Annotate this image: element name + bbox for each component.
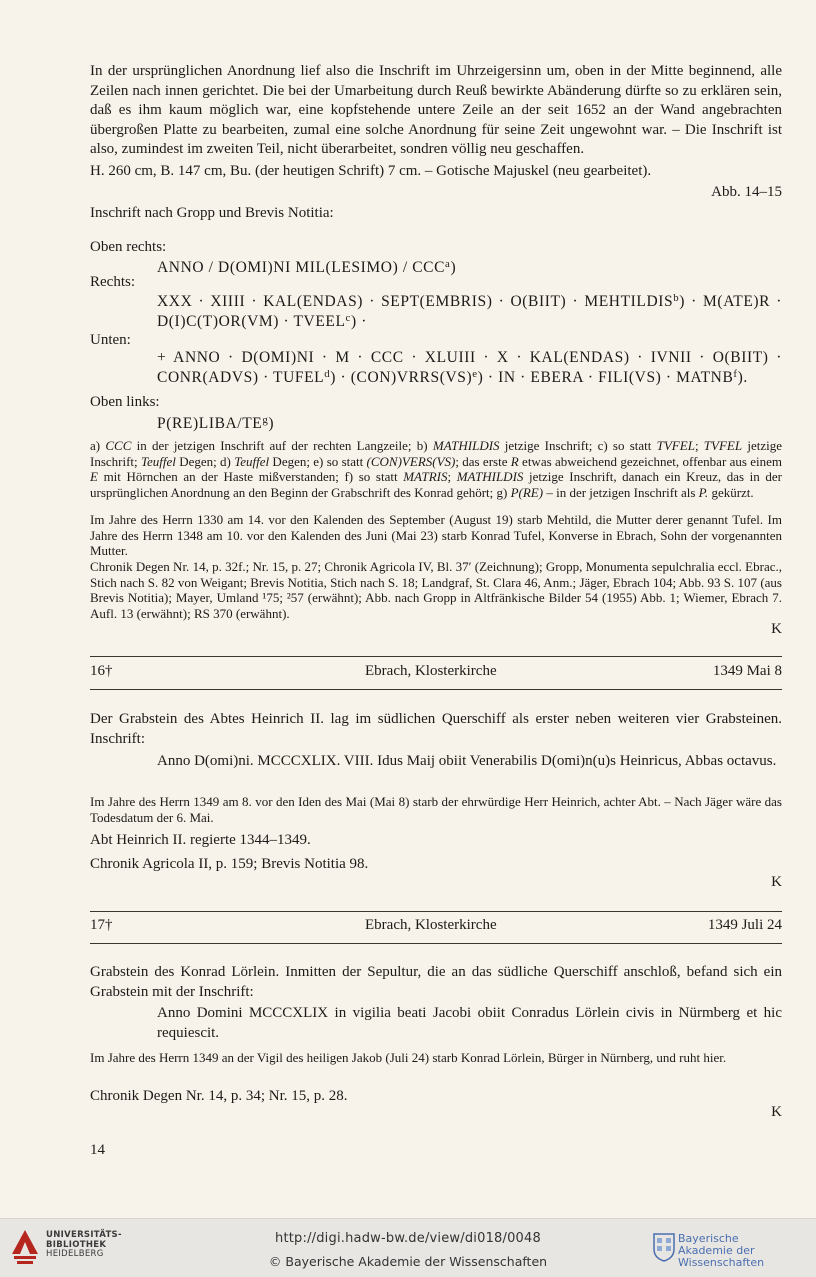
- entry-place: Ebrach, Klosterkirche: [365, 917, 497, 933]
- intro-paragraph: In der ursprünglichen Anordnung lief also die Inschrift im Uhrzeigersinn um, oben in der Mitte beginnend, alle Zeilen nach innen gerichtet. Die bei der Umarbeitung durch Reuß bewirkte Abänderung dürfte so zu erklären sein, daß es ihm kaum möglich war, eine kopfstehende untere Zeile an der seit 1652 an der Wand angebrachten übergroßen Platte zu bearbeiten, zumal eine solche Anordnung für seine Zeit ungewohnt war. – Die Inschrift ist also, zumindest im zweiten Teil, nicht überarbeitet, sondren völlig neu geschaffen.: [90, 63, 782, 157]
- divider-bottom-17: [90, 943, 782, 944]
- oben-rechts-label: Oben rechts:: [90, 239, 167, 255]
- translation-entry-15: Im Jahre des Herrn 1330 am 14. vor den Kalenden des September (August 19) starb Mehtild, die Mutter derer genannt Tufel. Im Jahre des Herrn 1348 am 10. vor den Kalenden des Juni (Mai 23) starb Konrad Tufel, Konverse in Ebrach, Sohn der vorgenannten Mutter.: [90, 512, 782, 559]
- entry-16-reign: Abt Heinrich II. regierte 1344–1349.: [90, 832, 311, 848]
- entry-17-translation: Im Jahre des Herrn 1349 an der Vigil des heiligen Jakob (Juli 24) starb Konrad Lörlein, Bürger in Nürnberg, und ruht hier.: [90, 1050, 727, 1065]
- entry-number: 16†: [90, 663, 113, 679]
- entry-date: 1349 Juli 24: [707, 917, 782, 933]
- author-mark: K: [771, 874, 782, 890]
- entry-17-inscription: Anno Domini MCCCXLIX in vigilia beati Jacobi obiit Conradus Lörlein civis in Nürmberg et hic requiescit.: [157, 1005, 782, 1041]
- inscription-oben-rechts: ANNO / D(OMI)NI MIL(LESIMO) / CCC$^a$): [157, 258, 457, 276]
- inscription-unten: + ANNO · D(OMI)NI · M · CCC · XLUIII · X · KAL(ENDAS) · IVNII · O(BIIT) · CONR(ADVS) · $TUFEL^d$) · (CON)VRRS(VS)$^e$) · IN · EBERA · FILI(VS) · $MATNB^f$).: [157, 349, 782, 386]
- entry-16-bibliography: Chronik Agricola II, p. 159; Brevis Notitia 98.: [90, 856, 369, 872]
- divider-top-16: [90, 656, 782, 657]
- rechts-label: Rechts:: [90, 274, 135, 290]
- inscription-oben-links: $P(RE)LIBA/TE^g$): [157, 414, 275, 432]
- university-library-name[interactable]: UNIVERSITÄTS- BIBLIOTHEK HEIDELBERG: [46, 1230, 122, 1259]
- entry-date: 1349 Mai 8: [712, 663, 782, 679]
- copyright-notice: © Bayerische Akademie der Wissenschaften: [268, 1254, 548, 1269]
- entry-16-heading: [90, 663, 782, 683]
- entry-number: 17†: [90, 917, 113, 933]
- inscription-rechts: XXX · XIIII · KAL(ENDAS) · SEPT(EMBRIS) · O(BIIT) · $MEHTILDIS^b) \cdot M(ATE)R \cdot D(I)C(T)OR(VM)$ · $TVEEL^c$) ·: [157, 292, 782, 330]
- academy-crest-icon[interactable]: [652, 1231, 676, 1263]
- unten-label: Unten:: [90, 332, 131, 348]
- entry-place: Ebrach, Klosterkirche: [365, 663, 497, 679]
- author-mark: K: [771, 1104, 782, 1120]
- source-heading: Inschrift nach Gropp und Brevis Notitia:: [90, 205, 334, 221]
- bibliography-entry-15: Chronik Degen Nr. 14, p. 32f.; Nr. 15, p. 27; Chronik Agricola IV, Bl. 37′ (Zeichnung); Gropp, Monumenta sepulchralia eccl. Ebrac., Stich nach S. 82 von Weigant; Brevis Notitia, Stich nach S. 18; Landgraf, St. Clara 46, Anm.; Jäger, Ebrach 104; Abb. 93 S. 107 (aus Brevis Notitia); Mayer, Umland ¹75; ²57 (erwähnt); Abb. nach Gropp in Altfränkische Bilder 54 (1955) Abb. 1; Wiemer, Ebrach 7. Aufl. 13 (erwähnt); RS 370 (erwähnt).: [90, 559, 782, 622]
- entry-16-inscription: Anno D(omi)ni. MCCCXLIX. VIII. Idus Maij obiit Venerabilis D(omi)n(u)s Heinricus, Abbas octavus.: [157, 753, 777, 769]
- viewer-footer: [0, 1218, 816, 1277]
- figure-reference: Abb. 14–15: [711, 184, 782, 200]
- entry-17-heading: [90, 917, 782, 937]
- dimensions-line: H. 260 cm, B. 147 cm, Bu. (der heutigen Schrift) 7 cm. – Gotische Majuskel (neu gearbeitet).: [90, 163, 652, 179]
- permalink-url[interactable]: http://digi.hadw-bw.de/view/di018/0048: [275, 1231, 541, 1246]
- divider-bottom-16: [90, 689, 782, 690]
- divider-top-17: [90, 911, 782, 912]
- entry-17-bibliography: Chronik Degen Nr. 14, p. 34; Nr. 15, p. 28.: [90, 1088, 348, 1104]
- oben-links-label: Oben links:: [90, 394, 160, 410]
- entry-16-translation: Im Jahre des Herrn 1349 am 8. vor den Iden des Mai (Mai 8) starb der ehrwürdige Herr Heinrich, achter Abt. – Nach Jäger wäre das Todesdatum der 6. Mai.: [90, 794, 782, 825]
- academy-name[interactable]: Bayerische Akademie der Wissenschaften: [678, 1232, 765, 1269]
- critical-apparatus: a) CCC in der jetzigen Inschrift auf der rechten Langzeile; b) MATHILDIS jetzige Inschrift; c) so statt TVFEL; TVFEL jetzige Inschrift; Teuffel Degen; d) Teuffel Degen; e) so statt (CON)VERS(VS); das erste R etwas abweichend gezeichnet, offenbar aus einem E mit Hörnchen an der Haste mißverstanden; f) so statt MATRIS; MATHILDIS jetzige Inschrift, danach ein Kreuz, das in der ursprünglichen Anordnung an den Beginn der Grabschrift des Konrad gehört; g) P(RE) – in der jetzigen Inschrift als P. gekürzt.: [90, 438, 782, 501]
- author-mark: K: [771, 621, 782, 637]
- page-number: 14: [90, 1142, 105, 1158]
- entry-17-description: Grabstein des Konrad Lörlein. Inmitten der Sepultur, die an das südliche Querschiff anschloß, befand sich ein Grabstein mit der Inschrift:: [90, 964, 782, 1000]
- entry-16-description: Der Grabstein des Abtes Heinrich II. lag im südlichen Querschiff als erster neben weiteren vier Grabsteinen. Inschrift:: [90, 711, 782, 747]
